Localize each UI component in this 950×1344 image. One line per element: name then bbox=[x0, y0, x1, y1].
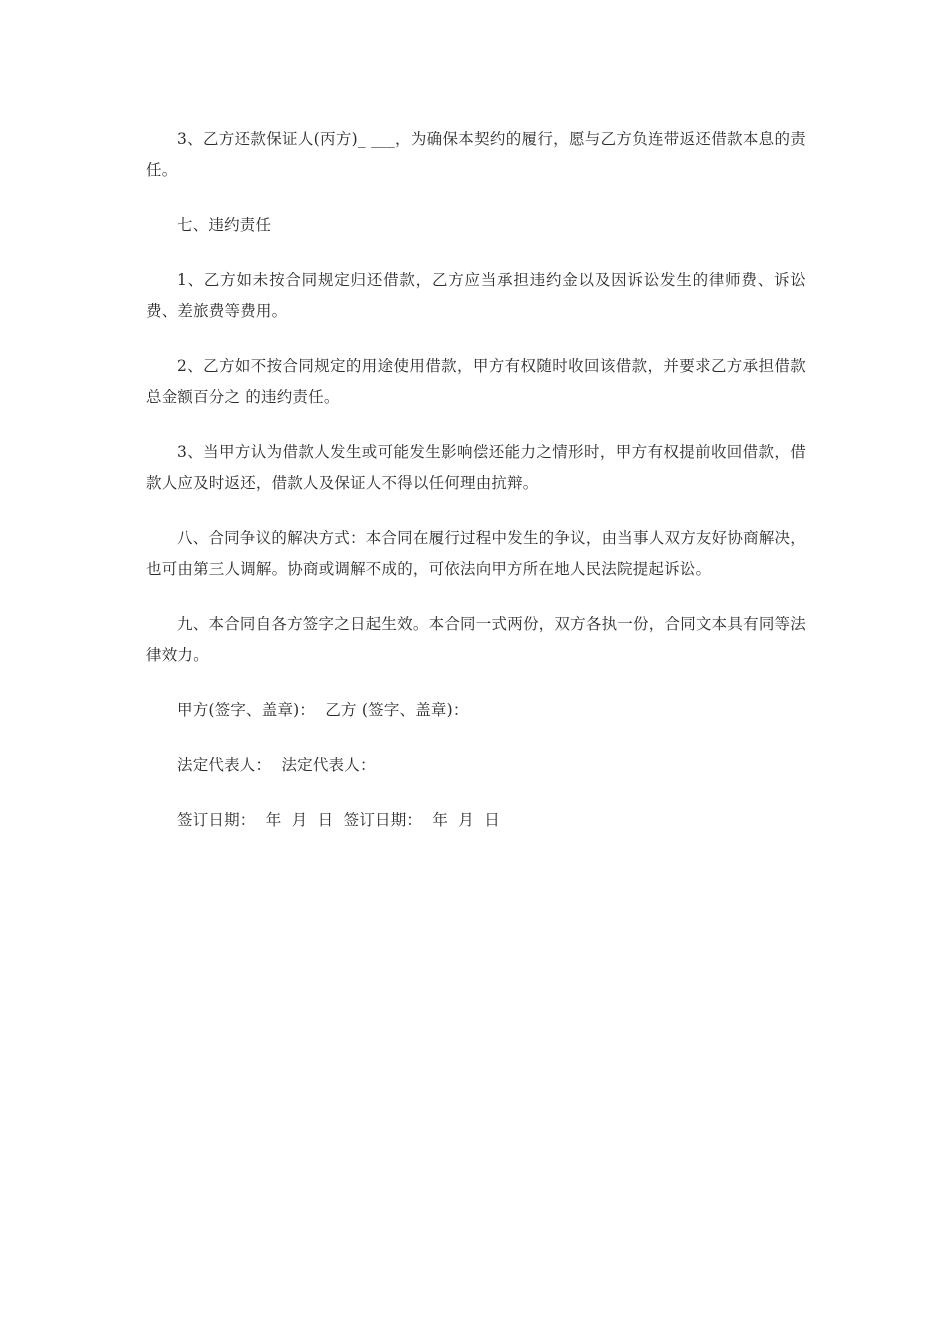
clause-effectiveness: 九、本合同自各方签字之日起生效。本合同一式两份，双方各执一份，合同文本具有同等法律效力。 bbox=[146, 615, 806, 664]
clause-guarantor: 3、乙方还款保证人(丙方)_ ___，为确保本契约的履行，愿与乙方负连带返还借款本息的责任。 bbox=[146, 130, 806, 179]
clause-dispute-resolution: 八、合同争议的解决方式：本合同在履行过程中发生的争议，由当事人双方友好协商解决，也可由第三人调解。协商或调解不成的，可依法向甲方所在地人民法院提起诉讼。 bbox=[146, 529, 806, 578]
signature-dates-line: 签订日期： 年 月 日 签订日期： 年 月 日 bbox=[177, 811, 500, 829]
clause-breach-3: 3、当甲方认为借款人发生或可能发生影响偿还能力之情形时，甲方有权提前收回借款，借款人应及时返还，借款人及保证人不得以任何理由抗辩。 bbox=[146, 443, 806, 492]
clause-breach-1: 1、乙方如未按合同规定归还借款，乙方应当承担违约金以及因诉讼发生的律师费、诉讼费、差旅费等费用。 bbox=[146, 271, 806, 320]
clause-breach-2: 2、乙方如不按合同规定的用途使用借款，甲方有权随时收回该借款，并要求乙方承担借款总金额百分之 的违约责任。 bbox=[146, 357, 806, 406]
signature-parties-line: 甲方(签字、盖章)： 乙方 (签字、盖章)： bbox=[177, 701, 469, 719]
signature-representatives-line: 法定代表人： 法定代表人： bbox=[177, 756, 376, 774]
document-body bbox=[146, 124, 806, 860]
section-heading-breach: 七、违约责任 bbox=[177, 216, 272, 234]
